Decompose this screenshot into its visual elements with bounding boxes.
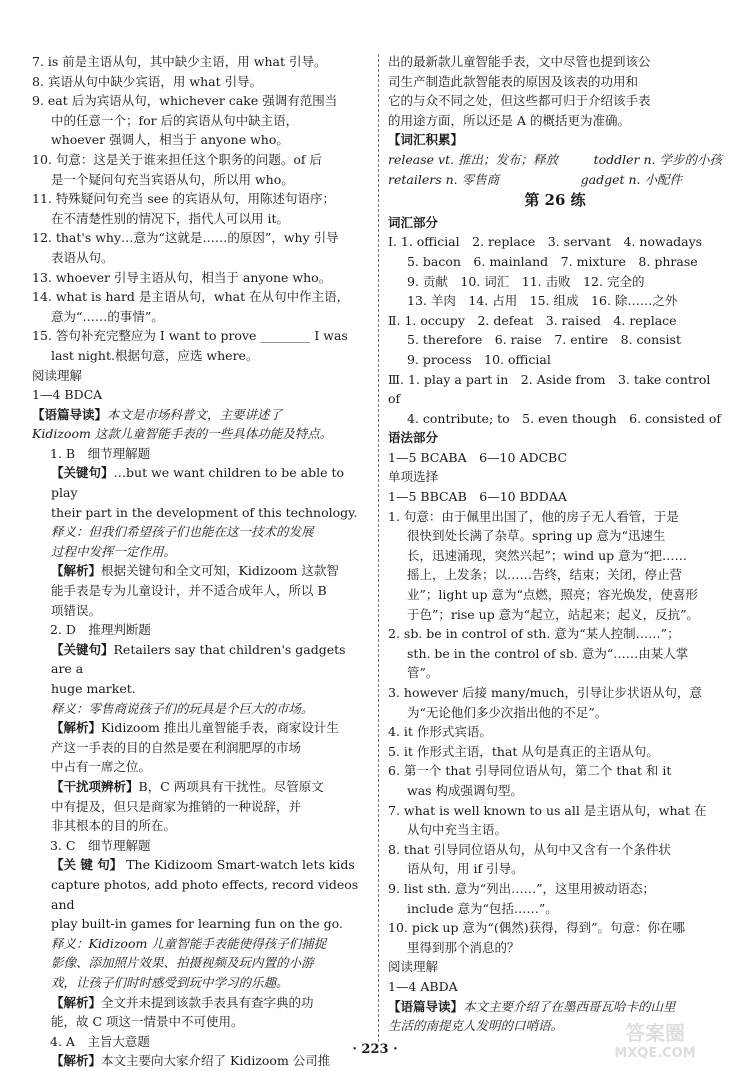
- unit-title: 第 26 练: [524, 191, 586, 210]
- part2-line2: 5. therefore 6. raise 7. entire 8. consist: [407, 332, 681, 348]
- part1-line1: Ⅰ. 1. official 2. replace 3. servant 4. nowadays: [388, 234, 703, 250]
- note-15: 15. 答句补充完整应为 I want to prove ________ I was: [32, 328, 348, 344]
- q3-heading: 3. C 细节理解题: [50, 837, 151, 853]
- part3-line1: Ⅲ. 1. play a part in 2. Aside from 3. take control of: [388, 371, 711, 407]
- exp-1: 1. 句意：由于佩里出国了，他的房子无人看管，于是: [388, 508, 679, 524]
- q2-distractor-line2: 中有提及，但只是商家为推销的一种说辞，并: [51, 798, 302, 814]
- guide-text-right-line2: 生活的南提克人发明的口哨语。: [388, 1018, 564, 1034]
- q1-analysis-line3: 项错误。: [51, 602, 102, 618]
- exp-10-line2: 里得到那个消息的？: [407, 939, 520, 955]
- part3-line2: 4. contribute; to 5. even though 6. consisted of: [407, 410, 722, 426]
- exp-8: 8. that 引导同位语从句，从句中又含有一个条件状: [388, 841, 671, 857]
- q4-analysis-cont: 出的最新款儿童智能手表，文中尽管也提到该公: [388, 54, 651, 69]
- exp-5: 5. it 作形式主语，that 从句是真正的主语从句。: [388, 743, 659, 759]
- q2-analysis: Kidizoom 推出儿童智能手表，商家设计生: [101, 720, 339, 736]
- q1-analysis: 根据关键句和全文可知，Kidizoom 这款智: [101, 563, 339, 579]
- vocab-gadget: gadget n. 小配件: [580, 171, 682, 187]
- q3-translation: 释义：Kidizoom 儿童智能手表能使得孩子们捕捉: [51, 935, 327, 951]
- q3-translation-line2: 影像、添加照片效果、拍摄视频及玩内置的小游: [51, 955, 314, 971]
- exp-4: 4. it 作形式宾语。: [388, 724, 492, 740]
- reading-heading: 阅读理解: [32, 367, 83, 383]
- q1-key: …but we want children to be able to play: [51, 465, 345, 501]
- guide-text: 本文是市场科普文，主要讲述了: [107, 406, 283, 422]
- exp-7: 7. what is well known to us all 是主语从句，what 在: [388, 802, 707, 818]
- vocab-row-1: [388, 150, 722, 170]
- q2-distractor-line3: 非其根本的目的所在。: [51, 818, 177, 834]
- single-choice-answers: 1—5 BBCAB 6—10 BDDAA: [388, 489, 567, 505]
- page-number: · 223 ·: [352, 1042, 398, 1057]
- note-9-line3: whoever 强调人，相当于 anyone who。: [51, 132, 289, 148]
- q4-analysis: 本文主要向大家介绍了 Kidizoom 公司推: [101, 1053, 331, 1069]
- q4-analysis-cont-2: 司生产制造此款智能表的原因及该表的功用和: [388, 73, 639, 89]
- q1-translation-line2: 过程中发挥一定作用。: [51, 543, 177, 559]
- key-sentence-tag: 【关键句】: [51, 641, 114, 657]
- note-11: 11. 特殊疑问句充当 see 的宾语从句，用陈述句语序；: [32, 191, 336, 207]
- note-14: 14. what is hard 是主语从句，what 在从句中作主语，: [32, 289, 350, 305]
- reading-answers-right: 1—4 ABDA: [388, 978, 458, 994]
- distractor-tag: 【干扰项辨析】: [51, 778, 139, 794]
- note-9-line2: 中的任意一个；for 后的宾语从句中缺主语，: [51, 112, 299, 128]
- note-15-line2: last night.根据句意，应选 where。: [51, 347, 259, 363]
- q4-analysis-cont-3: 它的与众不同之处，但这些都可归于介绍该手表: [388, 93, 651, 109]
- part1-line2: 5. bacon 6. mainland 7. mixture 8. phrase: [407, 253, 698, 269]
- guide-tag: 【语篇导读】: [32, 406, 108, 422]
- exp-10: 10. pick up 意为“(偶然)获得，得到”。句意：你在哪: [388, 920, 685, 936]
- watermark-text: 答案圈: [625, 1021, 685, 1045]
- note-14-line2: 意为“……的事情”。: [51, 308, 164, 324]
- q4-analysis-cont-4: 的用途方面，所以还是 A 的概括更为准确。: [388, 112, 630, 128]
- note-12-line2: 表语从句。: [51, 249, 114, 265]
- left-column: [32, 52, 368, 1071]
- q3-translation-line3: 戏，让孩子们时时感受到玩中学习的乐趣。: [51, 974, 289, 990]
- q2-translation: 释义：零售商说孩子们的玩具是个巨大的市场。: [51, 700, 314, 716]
- note-7: 7. is 前是主语从句，其中缺少主语，用 what 引导。: [32, 54, 327, 69]
- note-10: 10. 句意：这是关于谁来担任这个职务的问题。of 后: [32, 151, 322, 167]
- part1-line3: 9. 贡献 10. 词汇 11. 击败 12. 完全的: [407, 273, 645, 289]
- exp-3-line2: 为“无论他们多少次指出他的不足”。: [407, 704, 608, 720]
- exp-9: 9. list sth. 意为“列出……”，这里用被动语态；: [388, 880, 656, 896]
- right-column: [388, 52, 722, 1036]
- analysis-tag: 【解析】: [51, 1053, 102, 1069]
- guide-tag-right: 【语篇导读】: [388, 998, 464, 1014]
- exp-8-line2: 语从句，用 if 引导。: [407, 861, 524, 877]
- part2-line3: 9. process 10. official: [407, 351, 551, 367]
- exp-9-line2: include 意为“包括……”。: [407, 900, 558, 916]
- exp-2-line2: sth. be in the control of sb. 意为“……由某人掌: [407, 645, 689, 661]
- q2-distractor: B，C 两项具有干扰性。尽管原文: [138, 778, 324, 794]
- note-10-line2: 是一个疑问句充当宾语从句，所以用 who。: [51, 171, 294, 187]
- note-12: 12. that's why…意为“这就是……的原因”，why 引导: [32, 230, 339, 246]
- reading-heading-right: 阅读理解: [388, 959, 439, 975]
- q3-key-line3: play built-in games for learning fun on the go.: [51, 916, 343, 932]
- q2-analysis-line2: 产这一手表的目的自然是要在利润肥厚的市场: [51, 739, 302, 755]
- note-11-line2: 在不清楚性别的情况下，指代人可以用 it。: [51, 210, 289, 226]
- vocab-release: release vt. 推出；发布；释放: [388, 151, 559, 167]
- vocab-tag: 【词汇积累】: [388, 132, 464, 148]
- vocab-row-2: [388, 170, 722, 190]
- grammar-answers: 1—5 BCABA 6—10 ADCBC: [388, 449, 568, 465]
- exp-2-line3: 管”。: [407, 665, 439, 681]
- q4-heading: 4. A 主旨大意题: [50, 1033, 150, 1049]
- q3-analysis-line2: 能，故 C 项这一情景中不可使用。: [51, 1014, 244, 1030]
- key-sentence-tag: 【关键句】: [51, 465, 114, 481]
- q1-heading: 1. B 细节理解题: [50, 445, 151, 461]
- column-divider: [378, 54, 379, 1042]
- q2-key-line2: huge market.: [51, 681, 136, 696]
- exp-6-line2: was 构成强调句型。: [407, 782, 524, 798]
- q3-key-line2: capture photos, add photo effects, record videos and: [51, 876, 359, 912]
- exp-1-line2: 很快到处长满了杂草。spring up 意为“迅速生: [407, 528, 666, 544]
- q1-key-line2: their part in the development of this technology.: [51, 504, 358, 520]
- exp-1-line5: 业”；light up 意为“点燃，照亮；容光焕发，使喜形: [407, 587, 698, 603]
- watermark-logo: [580, 1018, 730, 1060]
- exp-6: 6. 第一个 that 引导同位语从句，第二个 that 和 it: [388, 763, 672, 779]
- exp-7-line2: 从句中充当主语。: [407, 822, 508, 838]
- key-sentence-tag: 【关 键 句】: [51, 857, 123, 873]
- guide-text-right: 本文主要介绍了在墨西哥瓦哈卡的山里: [463, 998, 676, 1014]
- note-8: 8. 宾语从句中缺少宾语，用 what 引导。: [32, 73, 263, 89]
- q1-analysis-line2: 能手表是专为儿童设计，并不适合成年人，所以 B: [51, 583, 327, 599]
- q3-key: The Kidizoom Smart-watch lets kids: [126, 857, 355, 873]
- part1-line4: 13. 羊肉 14. 占用 15. 组成 16. 除……之外: [407, 293, 678, 309]
- q2-analysis-line3: 中占有一席之位。: [51, 759, 152, 775]
- exp-1-line3: 长，迅速涌现，突然兴起”；wind up 意为“把……: [407, 547, 688, 563]
- exp-1-line4: 摇上，上发条；以……告终，结束；关闭，停止营: [407, 567, 683, 583]
- analysis-tag: 【解析】: [51, 994, 102, 1010]
- vocab-section-heading: 词汇部分: [388, 214, 439, 230]
- q2-heading: 2. D 推理判断题: [50, 622, 151, 638]
- note-13: 13. whoever 引导主语从句，相当于 anyone who。: [32, 269, 332, 285]
- q1-translation: 释义：但我们希望孩子们也能在这一技术的发展: [51, 524, 314, 540]
- exp-1-line6: 于色”；rise up 意为“起立，站起来；起义，反抗”。: [407, 606, 699, 622]
- exp-3: 3. however 后接 many/much，引导让步状语从句，意: [388, 685, 703, 700]
- analysis-tag: 【解析】: [51, 720, 102, 736]
- note-9: 9. eat 后为宾语从句，whichever cake 强调有范围当: [32, 93, 338, 109]
- vocab-retailers: retailers n. 零售商: [388, 171, 500, 187]
- watermark-site: MXQE.COM: [614, 1046, 696, 1060]
- vocab-toddler: toddler n. 学步的小孩: [593, 151, 722, 167]
- guide-text-line2: Kidizoom 这款儿童智能手表的一些具体功能及特点。: [32, 426, 333, 442]
- analysis-tag: 【解析】: [51, 563, 102, 579]
- q3-analysis: 全文并未提到该款手表具有查字典的功: [101, 994, 314, 1010]
- single-choice-heading: 单项选择: [388, 469, 439, 485]
- q2-key: Retailers say that children's gadgets are a: [51, 641, 346, 677]
- part2-line1: Ⅱ. 1. occupy 2. defeat 3. raised 4. replace: [388, 312, 677, 328]
- reading-answers: 1—4 BDCA: [32, 387, 103, 403]
- exp-2: 2. sb. be in control of sth. 意为“某人控制……”；: [388, 626, 680, 642]
- grammar-section-heading: 语法部分: [388, 430, 439, 446]
